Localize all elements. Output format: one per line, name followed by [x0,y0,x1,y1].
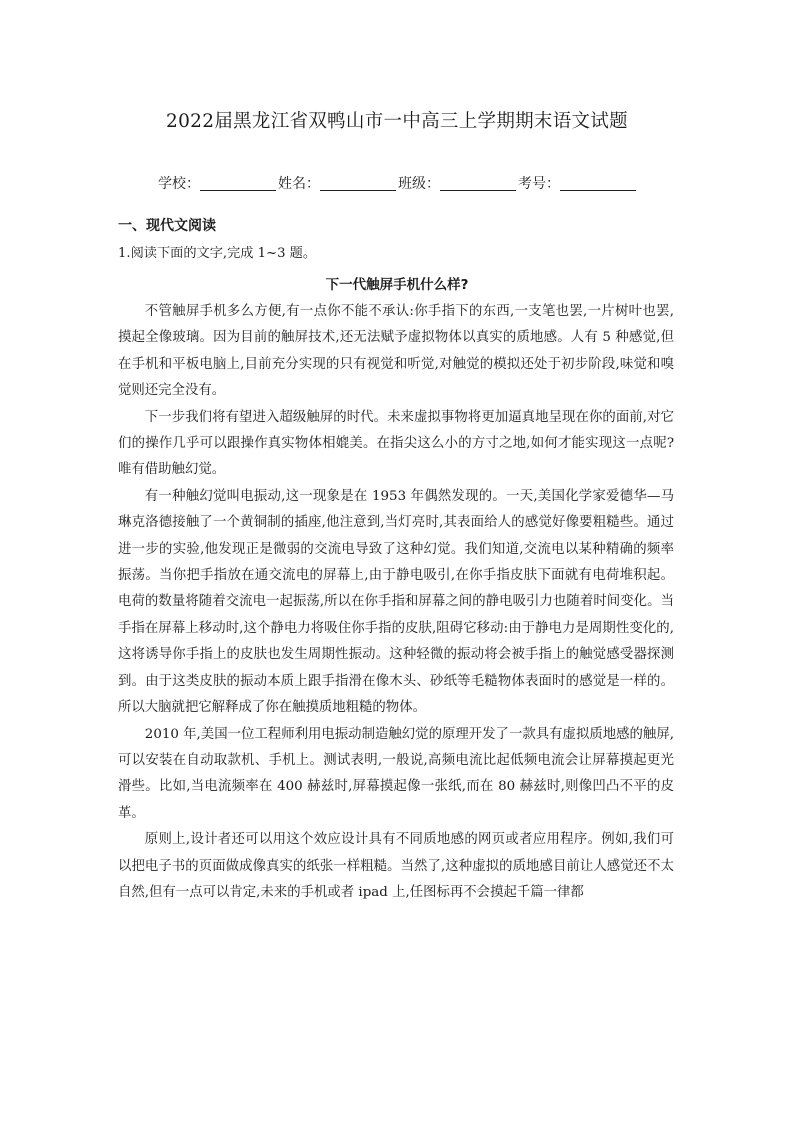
passage-body [118,299,674,906]
school-blank [200,176,276,191]
class-label: 班级： [398,176,440,192]
passage-title: 下一代触屏手机什么样? [325,277,469,293]
exam-title: 2022届黑龙江省双鸭山市一中高三上学期期末语文试题 [166,111,628,132]
name-label: 姓名： [278,176,320,192]
student-info-line [158,173,638,193]
exam-no-label: 考号： [518,176,560,192]
class-blank [440,176,516,191]
question-intro: 1.阅读下面的文字,完成 1~3 题。 [118,246,317,261]
section-heading: 一、现代文阅读 [118,218,216,234]
paragraph: 原则上,设计者还可以用这个效应设计具有不同质地感的网页或者应用程序。例如,我们可以把电子书的页面做成像真实的纸张一样粗糙。当然了,这种虚拟的质地感目前让人感觉还不太自然,但有一点可以肯定,未来的手机或者 ipad 上,任图标再不会摸起千篇一律都 [118,832,674,900]
exam-no-blank [560,176,636,191]
school-label: 学校： [158,176,200,192]
paragraph: 有一种触幻觉叫电振动,这一现象是在 1953 年偶然发现的。一天,美国化学家爱德华—马琳克洛德接触了一个黄铜制的插座,他注意到,当灯亮时,其表面给人的感觉好像要粗糙些。通过进一步的实验,他发现正是微弱的交流电导致了这种幻觉。我们知道,交流电以某种精确的频率振荡。当你把手指放在通交流电的屏幕上,由于静电吸引,在你手指皮肤下面就有电荷堆积起。电荷的数量将随着交流电一起振荡,所以在你手指和屏幕之间的静电吸引力也随着时间变化。当手指在屏幕上移动时,这个静电力将吸住你手指的皮肤,阻碍它移动:由于静电力是周期性变化的,这将诱导你手指上的皮肤也发生周期性振动。这种轻微的振动将会被手指上的触觉感受器探测到。由于这类皮肤的振动本质上跟手指滑在像木头、砂纸等毛糙物体表面时的感觉是一样的。所以大脑就把它解释成了你在触摸质地粗糙的物体。 [118,488,674,716]
paragraph: 下一步我们将有望进入超级触屏的时代。未来虚拟事物将更加逼真地呈现在你的面前,对它们的操作几乎可以跟操作真实物体相媲美。在指尖这么小的方寸之地,如何才能实现这一点呢?唯有借助触幻觉。 [118,409,674,478]
paragraph: 2010 年,美国一位工程师利用电振动制造触幻觉的原理开发了一款具有虚拟质地感的触屏,可以安装在自动取款机、手机上。测试表明,一般说,高频电流比起低频电流会让屏幕摸起更光滑些。比如,当电流频率在 400 赫兹时,屏幕摸起像一张纸,而在 80 赫兹时,则像凹凸不平的皮革。 [118,726,674,821]
paragraph: 不管触屏手机多么方便,有一点你不能不承认:你手指下的东西,一支笔也罢,一片树叶也罢,摸起全像玻璃。因为目前的触屏技术,还无法赋予虚拟物体以真实的质地感。人有 5 种感觉,但在手机和平板电脑上,目前充分实现的只有视觉和听觉,对触觉的模拟还处于初步阶段,味觉和嗅觉则还完全没有。 [118,304,674,399]
name-blank [320,176,396,191]
